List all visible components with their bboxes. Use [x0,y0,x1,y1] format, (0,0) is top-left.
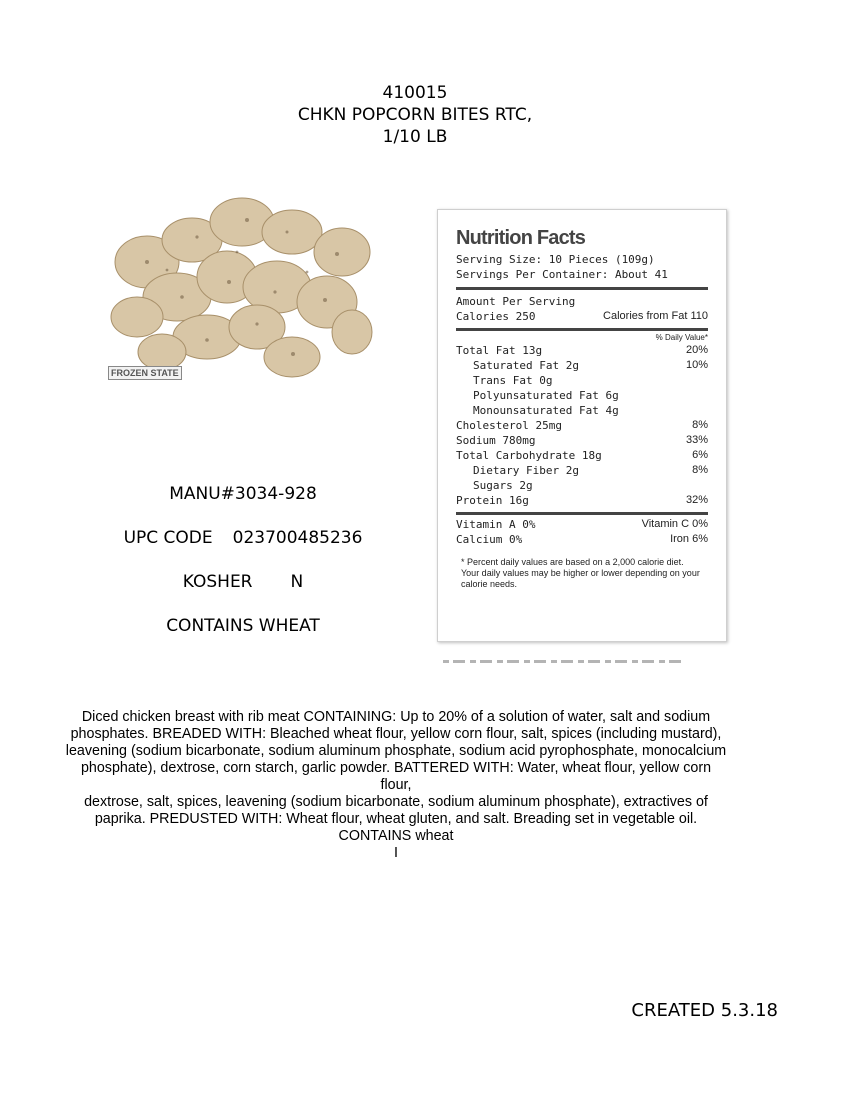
kosher-row [90,571,396,615]
nutrient-pct: 6% [692,449,708,461]
nutrient-pct: 32% [685,494,708,506]
vitamin-row [456,517,708,532]
product-name-line-1: CHKN POPCORN BITES RTC, [297,105,533,125]
nutrient-pct: 33% [685,434,708,446]
nutrient-label: Saturated Fat 2g [473,359,579,372]
nutrient-label: Total Carbohydrate 18g [456,449,602,462]
servings-per-container: Servings Per Container: About 41 [456,268,668,281]
nutrient-pct: 8% [692,464,708,476]
ingredient-statement: Diced chicken breast with rib meat CONTAINING: Up to 20% of a solution of water, salt and sodium phosphates. BREADED WITH: Bleached wheat flour, yellow corn flour, salt, spices (including mustard), leavening (sodium bicarbonate, sodium aluminum phosphate, sodium acid pyrophosphate, monocalcium phosphate), dextrose, corn starch, garlic powder. BATTERED WITH: Water, wheat flour, yellow corn flour, dextrose, salt, spices, leavening (sodium bicarbonate, sodium aluminum phosphate), extractives of paprika. PREDUSTED WITH: Wheat flour, wheat gluten, and salt. Breading set in vegetable oil. CONTAINS wheat I [65,709,727,861]
nutrient-label: Cholesterol 25mg [456,419,562,432]
nutrient-row [456,418,708,433]
nutrient-pct: 20% [685,344,708,356]
nutrient-label: Dietary Fiber 2g [473,464,579,477]
nutrient-row [456,448,708,463]
divider [456,287,708,290]
nutrient-row [456,358,708,373]
calories: Calories 250 [456,310,536,323]
nutrient-row [456,403,708,418]
upc-label: UPC CODE [123,528,213,548]
upc-row [90,527,396,571]
calcium: Calcium 0% [456,533,523,546]
manu-number: MANU#3034-928 [169,484,317,504]
product-title-block [0,82,830,148]
daily-value-footnote: * Percent daily values are based on a 2,000 calorie diet. Your daily values may be higher or lower depending on your calorie needs. [461,557,700,589]
nutrient-pct: 10% [685,359,708,371]
divider [456,328,708,331]
calories-from-fat: Calories from Fat 110 [603,310,708,322]
nutrient-label: Total Fat 13g [456,344,543,357]
upc-value: 023700485236 [232,528,363,548]
allergen-statement: CONTAINS WHEAT [166,616,320,636]
mineral-row [456,532,708,547]
serving-size: Serving Size: 10 Pieces (109g) [456,253,655,266]
divider [456,512,708,515]
nutrient-row [456,373,708,388]
nutrient-row [456,343,708,358]
vitamin-a: Vitamin A 0% [456,518,536,531]
popcorn-chicken-image [107,192,375,390]
frozen-state-tag: FROZEN STATE [108,366,182,380]
kosher-label: KOSHER [182,572,253,592]
nutrient-row [456,388,708,403]
nutrient-rows [456,343,708,508]
created-date: CREATED 5.3.18 [631,1000,778,1021]
nutrient-label: Sugars 2g [473,479,533,492]
product-photo [107,192,375,390]
nutrition-facts-panel [437,209,727,642]
nutrient-row [456,433,708,448]
amount-per-serving: Amount Per Serving [456,295,576,308]
cut-off-text-fragment [443,655,683,663]
nutrient-pct: 8% [692,419,708,431]
nutrient-label: Protein 16g [456,494,529,507]
nutrient-label: Trans Fat 0g [473,374,553,387]
nutrition-facts-title: Nutrition Facts [456,227,586,249]
nutrient-row [456,493,708,508]
product-name-line-2: 1/10 LB [382,127,448,147]
calories-row [456,309,708,324]
item-number: 410015 [382,83,448,103]
nutrient-label: Monounsaturated Fat 4g [473,404,619,417]
product-info [90,483,396,659]
kosher-value: N [290,572,304,592]
nutrient-row [456,463,708,478]
iron: Iron 6% [670,533,708,545]
nutrient-label: Polyunsaturated Fat 6g [473,389,619,402]
nutrient-label: Sodium 780mg [456,434,536,447]
vitamin-c: Vitamin C 0% [641,518,708,530]
nutrient-row [456,478,708,493]
daily-value-header: % Daily Value* [655,333,708,342]
